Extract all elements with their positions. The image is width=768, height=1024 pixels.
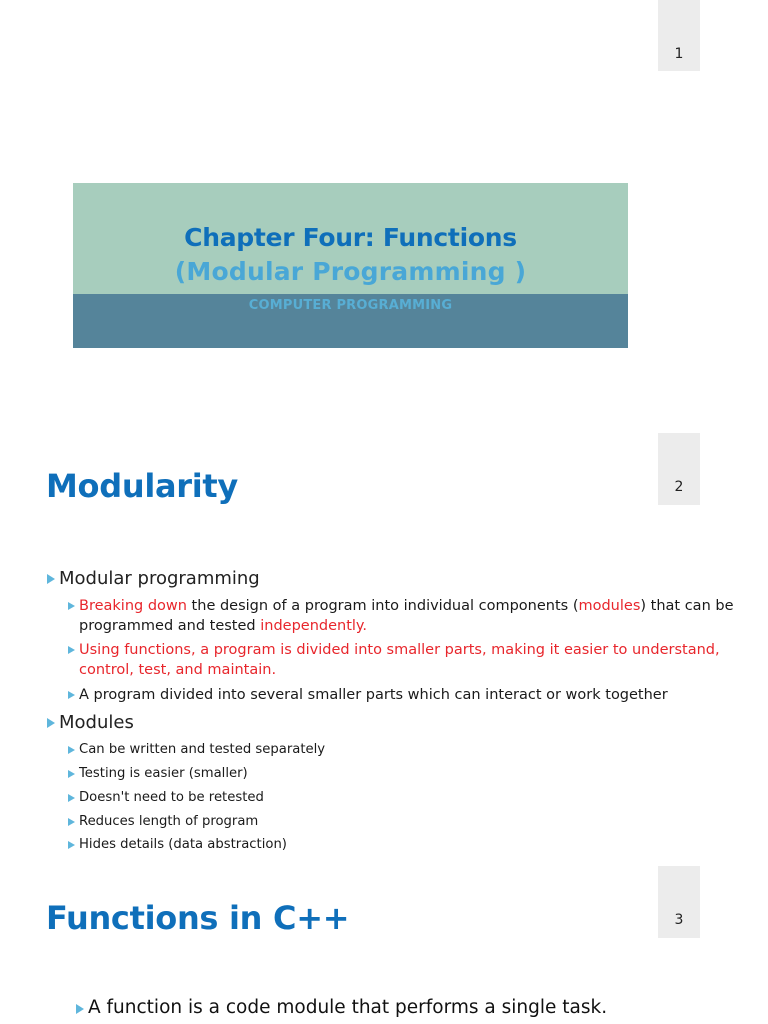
module-point [68, 789, 264, 807]
slide-number-1-text: 1 [674, 46, 684, 62]
bullet-triangle-icon [68, 746, 75, 754]
sub-bullet-text [79, 597, 749, 636]
modularity-heading: Modularity [46, 467, 238, 505]
module-point-text: Doesn't need to be retested [79, 790, 264, 805]
bullet-function-definition [76, 997, 607, 1018]
slide-number-3 [658, 866, 700, 938]
bullet-triangle-icon [68, 602, 75, 610]
bullet-triangle-icon [76, 1004, 84, 1014]
title-band [73, 183, 628, 294]
red-text-modules: modules [578, 598, 641, 614]
slide-number-2-text: 2 [674, 479, 684, 495]
sub-bullet-breaking-down [68, 597, 758, 636]
module-point-text: Reduces length of program [79, 814, 259, 829]
red-text-breaking-down: Breaking down [79, 598, 187, 614]
bullet-triangle-icon [68, 691, 75, 699]
module-point-text: Hides details (data abstraction) [79, 837, 287, 852]
bullet-text: Modules [59, 712, 134, 733]
sub-bullet-text: A program divided into several smaller parts which can interact or work together [79, 687, 668, 703]
plain-text: ) that can be programmed and tested [79, 598, 734, 634]
course-name: COMPUTER PROGRAMMING [248, 298, 453, 313]
slide-number-3-text: 3 [674, 912, 684, 928]
bullet-triangle-icon [68, 770, 75, 778]
chapter-subtitle: (Modular Programming ) [174, 257, 527, 286]
sub-bullet-using-functions [68, 641, 758, 680]
module-point [68, 813, 258, 831]
module-point [68, 836, 287, 854]
bullet-triangle-icon [68, 818, 75, 826]
bullet-triangle-icon [68, 646, 75, 654]
plain-text: the design of a program into individual components ( [186, 598, 579, 614]
bullet-modular-programming [47, 568, 260, 589]
sub-bullet-text: Using functions, a program is divided into smaller parts, making it easier to understand, control, test, and maintain. [79, 642, 720, 678]
bullet-triangle-icon [68, 841, 75, 849]
bullet-triangle-icon [47, 574, 55, 584]
chapter-title: Chapter Four: Functions [184, 223, 517, 252]
bullet-triangle-icon [47, 718, 55, 728]
functions-heading: Functions in C++ [46, 899, 350, 937]
module-point-text: Can be written and tested separately [79, 742, 326, 757]
bullet-triangle-icon [68, 794, 75, 802]
bullet-text: Modular programming [59, 568, 260, 589]
bullet-modules [47, 712, 134, 733]
course-band [73, 294, 628, 348]
module-point-text: Testing is easier (smaller) [79, 766, 248, 781]
red-text-independently: independently. [260, 617, 368, 634]
bullet-text: A function is a code module that performs a single task. [88, 997, 608, 1018]
slide-number-2 [658, 433, 700, 505]
sub-bullet-program-divided [68, 686, 758, 706]
module-point [68, 741, 325, 759]
slide-number-1 [658, 0, 700, 71]
module-point [68, 765, 248, 783]
